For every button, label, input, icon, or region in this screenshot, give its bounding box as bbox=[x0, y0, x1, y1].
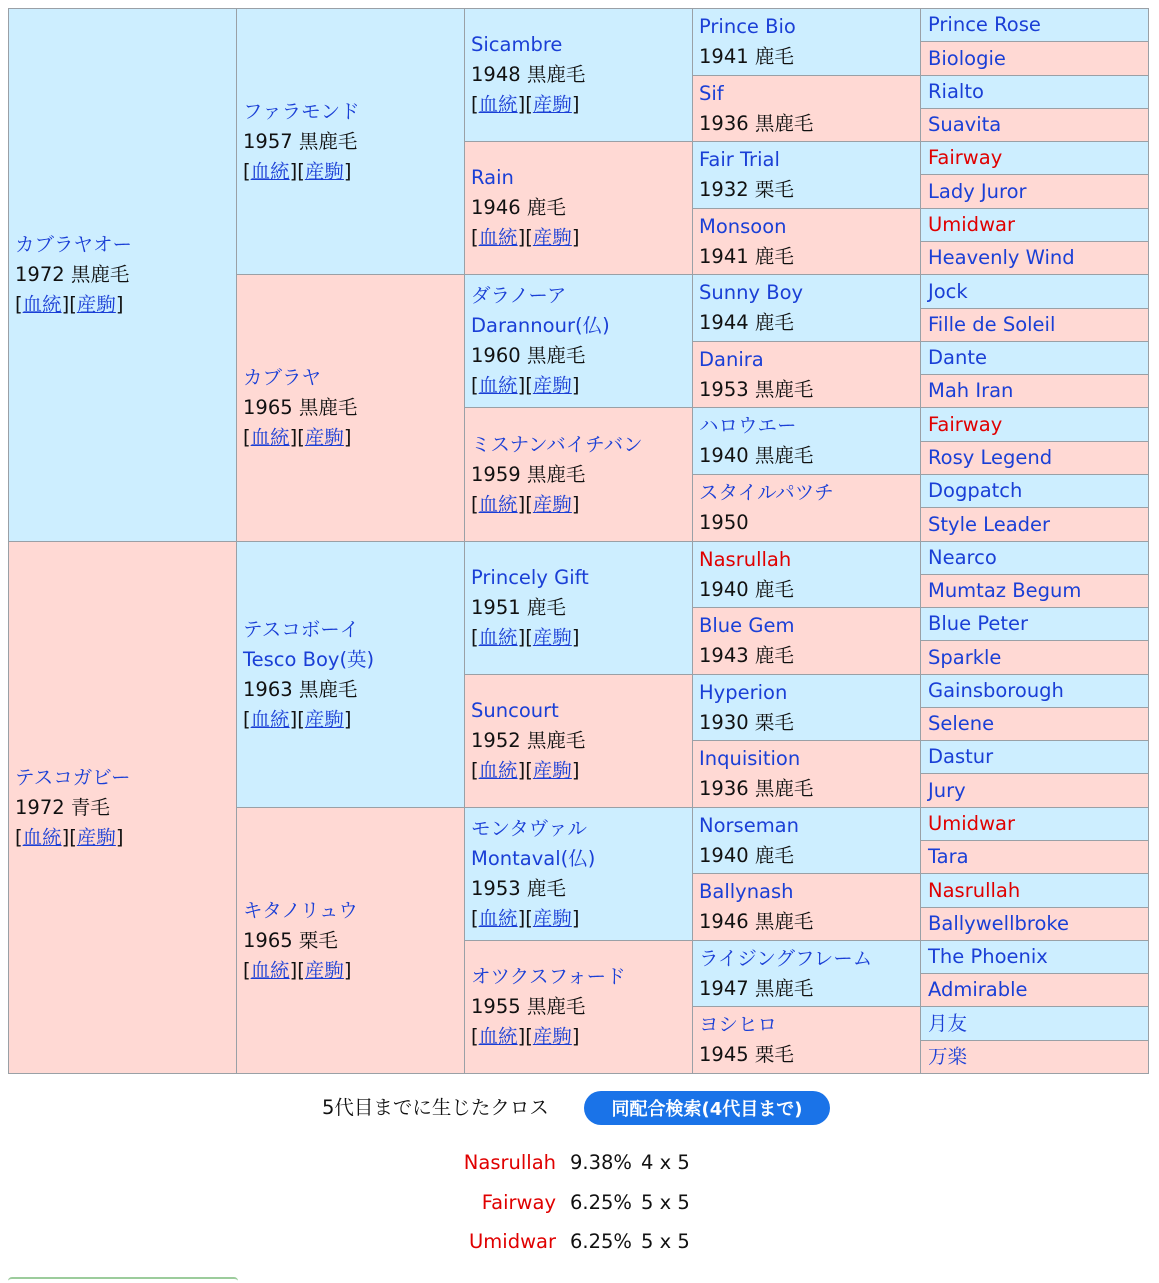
pedigree-cell-gen2-1 bbox=[236, 274, 465, 542]
pedigree-link[interactable]: 血統 bbox=[22, 825, 62, 849]
pedigree-cell-gen3-0 bbox=[464, 8, 693, 142]
horse-birth-color: 1943 鹿毛 bbox=[699, 644, 794, 667]
horse-birth-color: 1951 鹿毛 bbox=[471, 596, 566, 619]
horse-name-link[interactable]: ヨシヒロ bbox=[699, 1013, 778, 1036]
horse-name-link[interactable]: Fair Trial bbox=[699, 148, 780, 171]
horse-links: [血統][産駒] bbox=[243, 426, 352, 449]
horse-birth-color: 1952 黒鹿毛 bbox=[471, 729, 586, 752]
pedigree-cell-gen5-13 bbox=[920, 441, 1149, 475]
pedigree-cell-gen3-5 bbox=[464, 674, 693, 808]
pedigree-cell-gen5-5 bbox=[920, 174, 1149, 209]
pedigree-link[interactable]: 血統 bbox=[250, 159, 290, 183]
horse-name-link[interactable]: モンタヴァル bbox=[471, 817, 588, 840]
offspring-link[interactable]: 産駒 bbox=[532, 1025, 572, 1048]
pedigree-cell-gen1-1 bbox=[8, 541, 237, 1074]
pedigree-cell-gen5-28 bbox=[920, 940, 1149, 974]
pedigree-link[interactable]: 血統 bbox=[478, 226, 518, 249]
offspring-link[interactable]: 産駒 bbox=[304, 707, 344, 731]
horse-name-link[interactable]: Umidwar bbox=[928, 812, 1015, 835]
pedigree-cell-gen4-8 bbox=[692, 541, 921, 608]
cross-horse-name[interactable]: Fairway bbox=[481, 1191, 556, 1214]
pedigree-cell-gen4-14 bbox=[692, 940, 921, 1007]
horse-birth-color: 1948 黒鹿毛 bbox=[471, 63, 586, 86]
horse-name-link[interactable]: ファラモンド bbox=[243, 99, 360, 123]
pedigree-cell-gen5-6 bbox=[920, 208, 1149, 242]
pedigree-cell-gen5-12 bbox=[920, 407, 1149, 442]
pedigree-link[interactable]: 血統 bbox=[250, 707, 290, 731]
horse-name-link[interactable]: ハロウエー bbox=[699, 414, 797, 437]
horse-birth-color: 1946 鹿毛 bbox=[471, 196, 566, 219]
horse-name-link[interactable]: Sunny Boy bbox=[699, 281, 804, 304]
horse-name-link[interactable]: Dante bbox=[928, 346, 987, 369]
same-breeding-search-button[interactable]: 同配合検索(4代目まで) bbox=[584, 1091, 830, 1125]
pedigree-cell-gen4-9 bbox=[692, 607, 921, 675]
horse-name-link[interactable]: Heavenly Wind bbox=[928, 246, 1075, 269]
cross-horse-name[interactable]: Umidwar bbox=[469, 1230, 556, 1253]
pedigree-cell-gen5-8 bbox=[920, 274, 1149, 309]
cross-generations: 4 x 5 bbox=[641, 1151, 690, 1174]
pedigree-cell-gen5-14 bbox=[920, 474, 1149, 508]
cross-percentage: 9.38% bbox=[570, 1151, 632, 1174]
pedigree-cell-gen5-30 bbox=[920, 1006, 1149, 1041]
pedigree-cell-gen4-11 bbox=[692, 740, 921, 808]
pedigree-cell-gen5-29 bbox=[920, 973, 1149, 1007]
pedigree-cell-gen5-7 bbox=[920, 241, 1149, 275]
pedigree-cell-gen5-16 bbox=[920, 541, 1149, 575]
pedigree-cell-gen1-0 bbox=[8, 8, 237, 542]
horse-name-link[interactable]: テスコガビー bbox=[15, 765, 131, 789]
pedigree-link[interactable]: 血統 bbox=[22, 293, 62, 316]
pedigree-cell-gen2-2 bbox=[236, 541, 465, 808]
horse-birth-color: 1941 鹿毛 bbox=[699, 45, 794, 68]
horse-name-alt-link[interactable]: Tesco Boy(英) bbox=[243, 647, 375, 671]
horse-name-link[interactable]: Sparkle bbox=[928, 645, 1002, 669]
horse-birth-color: 1960 黒鹿毛 bbox=[471, 344, 586, 367]
pedigree-cell-gen5-0 bbox=[920, 8, 1149, 42]
pedigree-cell-gen3-3 bbox=[464, 407, 693, 542]
offspring-link[interactable]: 産駒 bbox=[304, 159, 344, 183]
pedigree-cell-gen4-0 bbox=[692, 8, 921, 76]
horse-name-link[interactable]: 万楽 bbox=[928, 1045, 968, 1068]
pedigree-link[interactable]: 血統 bbox=[478, 492, 518, 516]
horse-name-link[interactable]: Gainsborough bbox=[928, 679, 1064, 702]
horse-birth-color: 1953 鹿毛 bbox=[471, 877, 566, 900]
horse-name-link[interactable]: Tara bbox=[928, 845, 969, 868]
pedigree-link[interactable]: 血統 bbox=[478, 93, 518, 116]
horse-birth-color: 1940 鹿毛 bbox=[699, 843, 794, 867]
horse-name-link[interactable]: オツクスフォード bbox=[471, 965, 626, 988]
pedigree-cell-gen4-4 bbox=[692, 274, 921, 342]
cross-section-title: 5代目までに生じたクロス bbox=[322, 1096, 549, 1119]
horse-birth-color: 1944 鹿毛 bbox=[699, 311, 794, 334]
horse-birth-color: 1940 黒鹿毛 bbox=[699, 444, 814, 467]
horse-name-link[interactable]: Jury bbox=[928, 778, 966, 802]
pedigree-cell-gen5-1 bbox=[920, 41, 1149, 76]
horse-name-link[interactable]: 月友 bbox=[928, 1011, 968, 1035]
horse-links: [血統][産駒] bbox=[471, 1025, 580, 1048]
horse-name-link[interactable]: Inquisition bbox=[699, 747, 801, 770]
pedigree-cell-gen2-0 bbox=[236, 8, 465, 275]
pedigree-cell-gen5-4 bbox=[920, 141, 1149, 175]
pedigree-cell-gen5-18 bbox=[920, 607, 1149, 641]
pedigree-cell-gen5-24 bbox=[920, 807, 1149, 841]
horse-birth-color: 1965 栗毛 bbox=[243, 928, 338, 952]
horse-birth-color: 1953 黒鹿毛 bbox=[699, 377, 814, 401]
horse-birth-color: 1959 黒鹿毛 bbox=[471, 462, 586, 486]
pedigree-link[interactable]: 血統 bbox=[250, 958, 290, 982]
horse-name-link[interactable]: Princely Gift bbox=[471, 566, 589, 589]
horse-name-link[interactable]: Fairway bbox=[928, 146, 1003, 169]
horse-name-alt-link[interactable]: Montaval(仏) bbox=[471, 847, 596, 870]
horse-links: [血統][産駒] bbox=[471, 626, 580, 649]
pedigree-cell-gen4-10 bbox=[692, 674, 921, 741]
horse-birth-color: 1936 黒鹿毛 bbox=[699, 111, 814, 135]
pedigree-cell-gen5-20 bbox=[920, 674, 1149, 708]
pedigree-cell-gen3-6 bbox=[464, 807, 693, 941]
horse-birth-color: 1946 黒鹿毛 bbox=[699, 910, 814, 933]
horse-links: [血統][産駒] bbox=[243, 958, 352, 982]
horse-name-link[interactable]: Umidwar bbox=[928, 213, 1015, 236]
horse-birth-color: 1955 黒鹿毛 bbox=[471, 995, 586, 1018]
pedigree-cell-gen4-6 bbox=[692, 407, 921, 475]
offspring-link[interactable]: 産駒 bbox=[532, 626, 572, 649]
pedigree-cell-gen4-13 bbox=[692, 873, 921, 941]
horse-birth-color: 1932 栗毛 bbox=[699, 178, 794, 201]
horse-birth-color: 1941 鹿毛 bbox=[699, 244, 794, 268]
pedigree-cell-gen5-11 bbox=[920, 374, 1149, 408]
horse-birth-color: 1950 bbox=[699, 511, 749, 534]
offspring-link[interactable]: 産駒 bbox=[76, 293, 116, 316]
pedigree-cell-gen5-17 bbox=[920, 574, 1149, 608]
offspring-link[interactable]: 産駒 bbox=[532, 907, 572, 930]
pedigree-cell-gen5-19 bbox=[920, 640, 1149, 675]
pedigree-cell-gen5-26 bbox=[920, 873, 1149, 908]
horse-name-link[interactable]: Prince Bio bbox=[699, 15, 796, 38]
pedigree-cell-gen5-23 bbox=[920, 773, 1149, 808]
pedigree-link[interactable]: 血統 bbox=[478, 907, 518, 930]
offspring-link[interactable]: 産駒 bbox=[532, 374, 572, 397]
pedigree-cell-gen5-9 bbox=[920, 308, 1149, 342]
pedigree-cell-gen5-21 bbox=[920, 707, 1149, 741]
pedigree-cell-gen3-2 bbox=[464, 274, 693, 408]
horse-links: [血統][産駒] bbox=[471, 907, 580, 930]
pedigree-cell-gen3-1 bbox=[464, 141, 693, 275]
pedigree-cell-gen5-22 bbox=[920, 740, 1149, 774]
horse-name-link[interactable]: Fille de Soleil bbox=[928, 313, 1056, 336]
horse-birth-color: 1972 黒鹿毛 bbox=[15, 263, 130, 286]
horse-links: [血統][産駒] bbox=[471, 374, 580, 397]
horse-name-link[interactable]: テスコボーイ bbox=[243, 617, 360, 641]
pedigree-cell-gen4-7 bbox=[692, 474, 921, 542]
cross-generations: 5 x 5 bbox=[641, 1230, 690, 1253]
pedigree-link[interactable]: 血統 bbox=[478, 374, 518, 397]
horse-name-link[interactable]: Prince Rose bbox=[928, 13, 1041, 36]
horse-birth-color: 1972 青毛 bbox=[15, 795, 110, 819]
horse-name-link[interactable]: Selene bbox=[928, 712, 995, 735]
horse-name-link[interactable]: Mumtaz Begum bbox=[928, 579, 1082, 602]
horse-birth-color: 1936 黒鹿毛 bbox=[699, 777, 814, 800]
horse-links: [血統][産駒] bbox=[243, 707, 352, 731]
pedigree-cell-gen4-3 bbox=[692, 208, 921, 275]
cross-row bbox=[0, 1148, 1159, 1178]
horse-name-link[interactable]: Jock bbox=[928, 279, 968, 303]
horse-name-link[interactable]: Ballynash bbox=[699, 880, 794, 903]
horse-name-link[interactable]: Dogpatch bbox=[928, 479, 1023, 502]
pedigree-cell-gen4-12 bbox=[692, 807, 921, 874]
cross-percentage: 6.25% bbox=[570, 1230, 632, 1253]
horse-name-link[interactable]: The Phoenix bbox=[928, 945, 1048, 968]
horse-name-link[interactable]: Monsoon bbox=[699, 214, 787, 238]
horse-name-link[interactable]: Nasrullah bbox=[928, 878, 1021, 902]
cross-row bbox=[0, 1227, 1159, 1257]
horse-name-link[interactable]: Sicambre bbox=[471, 33, 563, 56]
horse-name-link[interactable]: Biologie bbox=[928, 46, 1006, 70]
horse-links: [血統][産駒] bbox=[471, 226, 580, 249]
horse-birth-color: 1947 黒鹿毛 bbox=[699, 976, 814, 1000]
pedigree-cell-gen5-2 bbox=[920, 75, 1149, 109]
horse-name-link[interactable]: Style Leader bbox=[928, 512, 1051, 536]
horse-name-link[interactable]: キタノリュウ bbox=[243, 898, 358, 922]
cross-horse-name[interactable]: Nasrullah bbox=[463, 1151, 556, 1174]
horse-links: [血統][産駒] bbox=[471, 759, 580, 782]
horse-name-link[interactable]: Suavita bbox=[928, 113, 1002, 136]
horse-name-link[interactable]: Fairway bbox=[928, 412, 1003, 436]
horse-birth-color: 1945 栗毛 bbox=[699, 1043, 794, 1066]
pedigree-cell-gen5-27 bbox=[920, 907, 1149, 941]
horse-name-link[interactable]: Rosy Legend bbox=[928, 446, 1053, 469]
horse-name-link[interactable]: Blue Peter bbox=[928, 612, 1029, 635]
horse-name-link[interactable]: Danira bbox=[699, 347, 764, 371]
horse-name-link[interactable]: カブラヤオー bbox=[15, 233, 133, 256]
pedigree-link[interactable]: 血統 bbox=[478, 626, 518, 649]
horse-name-link[interactable]: Mah Iran bbox=[928, 379, 1014, 402]
horse-name-link[interactable]: Norseman bbox=[699, 813, 799, 837]
horse-name-link[interactable]: Sif bbox=[699, 81, 724, 105]
pedigree-cell-gen5-3 bbox=[920, 108, 1149, 142]
pedigree-cell-gen4-2 bbox=[692, 141, 921, 209]
horse-name-link[interactable]: Blue Gem bbox=[699, 614, 795, 637]
pedigree-cell-gen4-1 bbox=[692, 75, 921, 142]
horse-name-link[interactable]: Rialto bbox=[928, 80, 984, 103]
next-section-edge bbox=[8, 1277, 238, 1283]
horse-birth-color: 1940 鹿毛 bbox=[699, 577, 794, 601]
horse-name-link[interactable]: ダラノーア bbox=[471, 284, 567, 307]
horse-name-link[interactable]: ライジングフレーム bbox=[699, 946, 873, 970]
horse-birth-color: 1965 黒鹿毛 bbox=[243, 396, 358, 419]
horse-links: [血統][産駒] bbox=[15, 825, 124, 849]
pedigree-cell-gen5-10 bbox=[920, 341, 1149, 375]
offspring-link[interactable]: 産駒 bbox=[532, 492, 572, 516]
horse-name-link[interactable]: Dastur bbox=[928, 745, 994, 768]
pedigree-cell-gen4-15 bbox=[692, 1006, 921, 1074]
horse-links: [血統][産駒] bbox=[15, 293, 124, 316]
offspring-link[interactable]: 産駒 bbox=[532, 93, 572, 116]
pedigree-cell-gen4-5 bbox=[692, 341, 921, 408]
horse-links: [血統][産駒] bbox=[471, 492, 580, 516]
pedigree-cell-gen3-4 bbox=[464, 541, 693, 675]
cross-percentage: 6.25% bbox=[570, 1191, 632, 1214]
offspring-link[interactable]: 産駒 bbox=[76, 825, 116, 849]
horse-name-link[interactable]: スタイルパツチ bbox=[699, 481, 834, 504]
horse-name-link[interactable]: カブラヤ bbox=[243, 366, 322, 389]
horse-name-link[interactable]: Nearco bbox=[928, 546, 997, 569]
horse-birth-color: 1930 栗毛 bbox=[699, 710, 794, 734]
horse-birth-color: 1957 黒鹿毛 bbox=[243, 129, 358, 153]
horse-name-link[interactable]: ミスナンバイチバン bbox=[471, 432, 643, 456]
pedigree-cell-gen5-25 bbox=[920, 840, 1149, 874]
horse-name-link[interactable]: Hyperion bbox=[699, 680, 788, 704]
pedigree-cell-gen5-15 bbox=[920, 507, 1149, 542]
pedigree-link[interactable]: 血統 bbox=[478, 759, 518, 782]
horse-birth-color: 1963 黒鹿毛 bbox=[243, 677, 358, 701]
pedigree-link[interactable]: 血統 bbox=[250, 426, 290, 449]
offspring-link[interactable]: 産駒 bbox=[304, 426, 344, 449]
horse-name-link[interactable]: Nasrullah bbox=[699, 547, 792, 571]
horse-links: [血統][産駒] bbox=[243, 159, 352, 183]
horse-name-link[interactable]: Admirable bbox=[928, 978, 1028, 1001]
cross-row bbox=[0, 1188, 1159, 1218]
pedigree-cell-gen3-7 bbox=[464, 940, 693, 1074]
offspring-link[interactable]: 産駒 bbox=[532, 226, 572, 249]
pedigree-table bbox=[8, 8, 1148, 1073]
horse-name-link[interactable]: Ballywellbroke bbox=[928, 912, 1069, 935]
horse-name-alt-link[interactable]: Darannour(仏) bbox=[471, 314, 610, 337]
horse-name-link[interactable]: Rain bbox=[471, 166, 514, 189]
offspring-link[interactable]: 産駒 bbox=[304, 958, 344, 982]
offspring-link[interactable]: 産駒 bbox=[532, 759, 572, 782]
pedigree-link[interactable]: 血統 bbox=[478, 1025, 518, 1048]
horse-name-link[interactable]: Suncourt bbox=[471, 699, 559, 722]
pedigree-cell-gen5-31 bbox=[920, 1040, 1149, 1074]
cross-generations: 5 x 5 bbox=[641, 1191, 690, 1214]
pedigree-cell-gen2-3 bbox=[236, 807, 465, 1074]
horse-name-link[interactable]: Lady Juror bbox=[928, 179, 1027, 203]
horse-links: [血統][産駒] bbox=[471, 93, 580, 116]
